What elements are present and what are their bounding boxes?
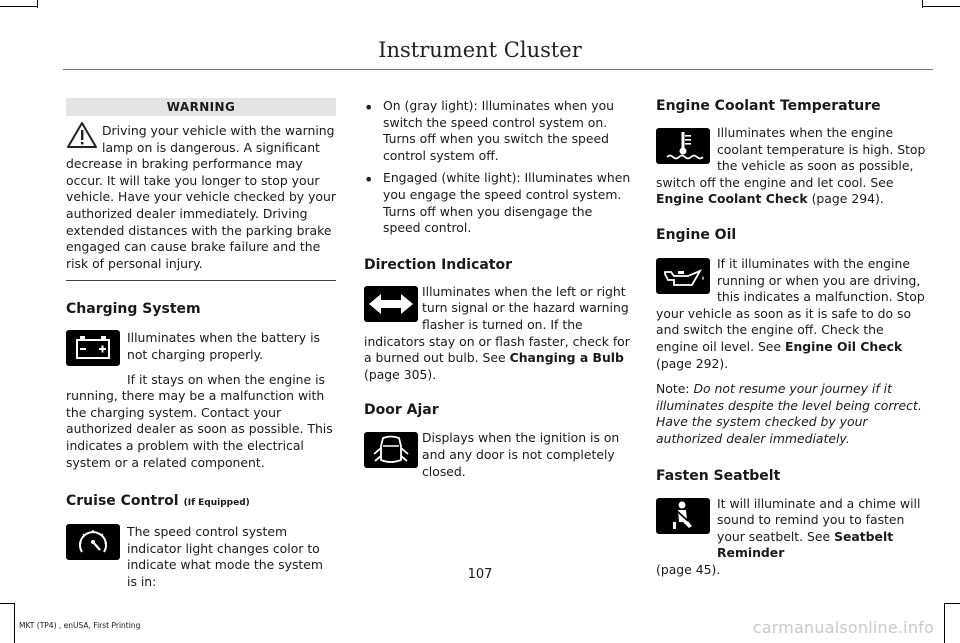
page-title: Instrument Cluster	[378, 38, 582, 62]
crop-mark	[944, 603, 945, 643]
column-3	[656, 98, 928, 578]
engine-oil-text	[656, 306, 928, 372]
coolant-heading: Engine Coolant Temperature	[656, 98, 881, 114]
edition-text: MKT (TP4) , enUSA, First Printing	[19, 621, 141, 630]
warning-label: WARNING	[66, 98, 336, 116]
cruise-qualifier: (If Equipped)	[183, 498, 250, 509]
door-ajar-text: Displays when the ignition is on and any door is not completely closed.	[422, 430, 620, 479]
crop-mark	[944, 603, 960, 604]
bullet-icon: •	[364, 98, 374, 117]
header-rule	[63, 69, 933, 70]
direction-text-first: Illuminates when the left or right turn signal or the hazard warning flasher is turned on. If the	[422, 283, 629, 332]
note	[656, 381, 928, 447]
coolant-text	[656, 175, 928, 208]
note-label: Note:	[656, 381, 690, 397]
direction-text	[364, 334, 632, 384]
warning-box	[66, 123, 336, 272]
engine-oil-page-ref: (page 292).	[656, 355, 729, 371]
coolant-page-ref: (page 294).	[811, 191, 884, 207]
coolant-text-rest: switch off the engine and let cool. See	[656, 174, 894, 190]
direction-text-rest: indicators stay on or flash faster, check for a burned out bulb. See	[364, 333, 630, 366]
changing-bulb-link[interactable]: Changing a Bulb	[509, 350, 624, 366]
direction-section	[364, 284, 632, 384]
warning-rule	[66, 280, 336, 281]
list-item	[364, 170, 632, 236]
crop-mark	[14, 603, 15, 643]
door-ajar-icon	[364, 432, 418, 468]
charging-heading: Charging System	[66, 301, 201, 318]
engine-oil-text-first: If it illuminates with the engine running or when you are driving, this indicates a malfunction. Stop	[717, 255, 925, 305]
engine-coolant-check-link[interactable]: Engine Coolant Check	[656, 191, 808, 207]
seatbelt-heading: Fasten Seatbelt	[656, 467, 781, 484]
cruise-heading-row	[66, 490, 336, 509]
bullet-text: On (gray light): Illuminates when you switch the speed control system on. Turns off when you switch the speed control system off.	[383, 98, 615, 163]
battery-icon	[66, 330, 120, 366]
bullet-icon: •	[364, 170, 374, 190]
coolant-section	[656, 125, 928, 208]
oil-can-icon	[656, 258, 710, 294]
crop-mark	[922, 6, 960, 7]
direction-page-ref: (page 305).	[364, 366, 437, 382]
charging-text-1: Illuminates when the battery is not charging properly.	[127, 330, 320, 362]
note-text: Do not resume your journey if it illuminates despite the level being correct. Have the system checked by your authorized dealer immediately.	[656, 381, 922, 446]
warning-triangle-icon	[66, 121, 98, 149]
engine-oil-text-rest: your vehicle as soon as it is safe to do so and switch the engine off. Check the engine oil level. See	[656, 305, 912, 354]
coolant-text-first: Illuminates when the engine coolant temperature is high. Stop the vehicle as soon as possible,	[717, 125, 926, 174]
warning-text: decrease in braking performance may occur. It will take you longer to stop your vehicle. Have your vehicle checked by your authorized dealer immediately. Driving extended distances with the parking brake engaged can cause brake failure and the risk of personal injury.	[66, 156, 336, 271]
door-ajar-section	[364, 430, 632, 480]
seatbelt-reminder-link[interactable]: Seatbelt Reminder	[717, 528, 894, 561]
charging-text-2-first: If it stays on when the engine is	[127, 371, 325, 387]
cruise-text: The speed control system indicator light changes color to indicate what mode the system is in:	[127, 524, 323, 589]
direction-arrows-icon	[364, 286, 418, 322]
cruise-control-icon	[66, 524, 120, 560]
seatbelt-icon	[656, 498, 710, 534]
cruise-heading: Cruise Control	[66, 493, 179, 510]
column-1	[66, 98, 336, 590]
watermark: carmanualsonline.info	[752, 618, 934, 637]
engine-oil-heading: Engine Oil	[656, 226, 737, 243]
direction-heading: Direction Indicator	[364, 256, 513, 273]
bullet-text: Engaged (white light): Illuminates when you engage the speed control system. Turns off when you disengage the speed control.	[383, 170, 631, 236]
charging-text-2: running, there may be a malfunction with the charging system. Contact your authorized dealer as soon as possible. This indicates a problem with the electrical system or a related component.	[66, 388, 333, 470]
column-2	[364, 98, 632, 480]
warning-text-first: Driving your vehicle with the warning lamp on is dangerous. A significant	[102, 123, 335, 155]
crop-mark	[0, 6, 38, 7]
seatbelt-page-ref: (page 45).	[656, 561, 721, 577]
coolant-temperature-icon	[656, 128, 710, 164]
crop-mark	[0, 603, 15, 604]
engine-oil-section	[656, 256, 928, 448]
crop-mark	[922, 0, 923, 8]
engine-oil-check-link[interactable]: Engine Oil Check	[785, 338, 903, 354]
charging-section	[66, 330, 336, 471]
door-ajar-heading: Door Ajar	[364, 402, 439, 419]
list-item	[364, 98, 632, 164]
page-number: 107	[467, 567, 493, 582]
seatbelt-text: It will illuminate and a chime will sound to remind you to fasten your seatbelt. See	[717, 495, 921, 544]
crop-mark	[37, 0, 38, 8]
